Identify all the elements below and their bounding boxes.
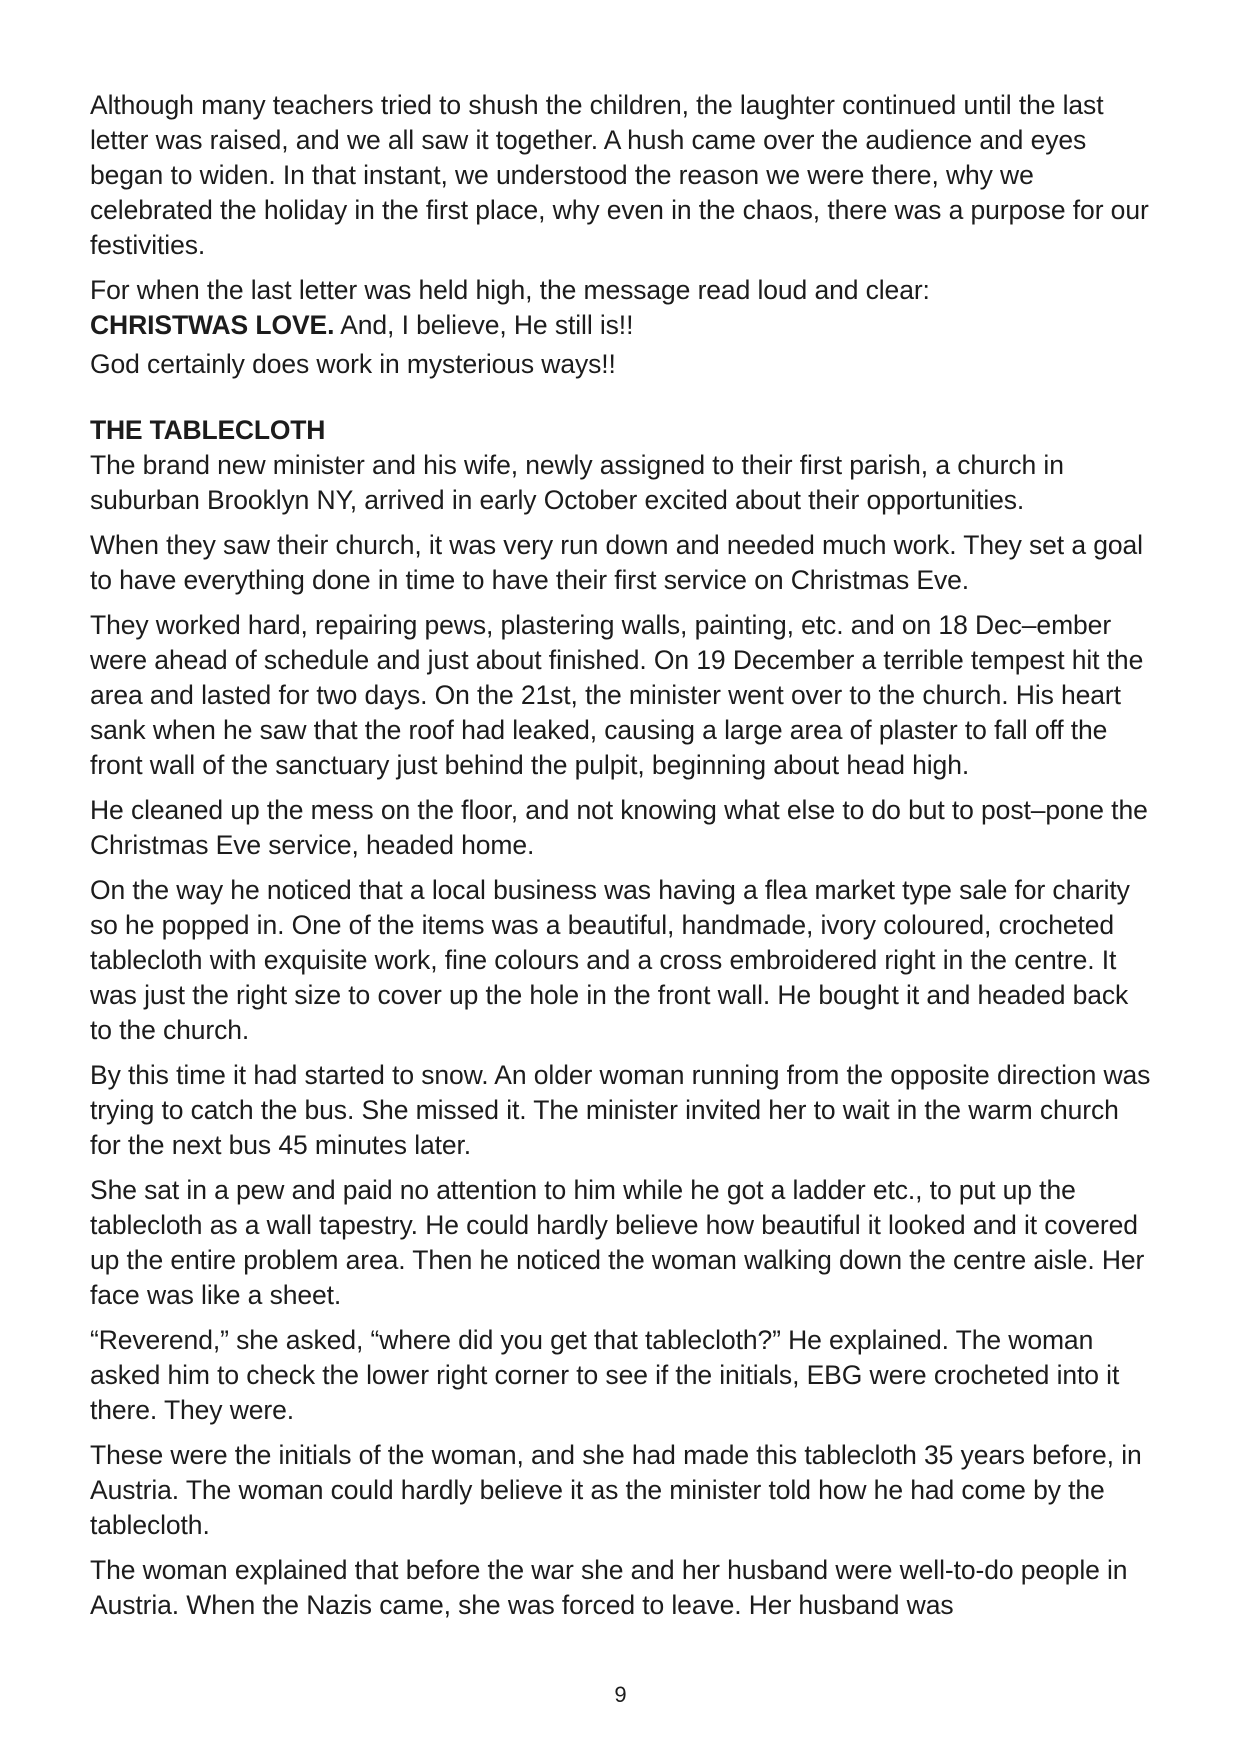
story-paragraph-1: The brand new minister and his wife, newly assigned to their first parish, a church in suburban Brooklyn NY, arrived in early October excited about their opportunities. — [90, 450, 1064, 515]
section-heading: THE TABLECLOTH — [90, 415, 326, 445]
story-paragraph-9: These were the initials of the woman, and she had made this tablecloth 35 years before, in Austria. The woman could hardly believe it as the minister told how he had come by the tablecloth. — [90, 1440, 1142, 1540]
story-paragraph-6: By this time it had started to snow. An older woman running from the opposite direction was trying to catch the bus. She missed it. The minister invited her to wait in the warm church for the next bus 45 minutes later. — [90, 1060, 1151, 1160]
intro-paragraph-3: God certainly does work in mysterious ways!! — [90, 349, 616, 379]
intro-paragraph-1: Although many teachers tried to shush the children, the laughter continued until the last letter was raised, and we all saw it together. A hush came over the audience and eyes began to widen. In that instant, we understood the reason we were there, why we celebrated the holiday in the first place, why even in the chaos, there was a purpose for our festivities. — [90, 90, 1149, 260]
story-paragraph-4: He cleaned up the mess on the floor, and not knowing what else to do but to post–pone the Christmas Eve service, headed home. — [90, 795, 1148, 860]
intro-paragraph-2 — [90, 273, 1152, 343]
intro-paragraph-2-line: For when the last letter was held high, the message read loud and clear: — [90, 275, 930, 305]
page-content — [90, 88, 1152, 1633]
story-paragraph-5: On the way he noticed that a local business was having a flea market type sale for charity so he popped in. One of the items was a beautiful, handmade, ivory coloured, crocheted tablecloth with exquisite work, fine colours and a cross embroidered right in the centre. It was just the right size to cover up the hole in the front wall. He bought it and headed back to the church. — [90, 875, 1130, 1045]
story-paragraph-10: The woman explained that before the war she and her husband were well-to-do people in Austria. When the Nazis came, she was forced to leave. Her husband was — [90, 1555, 1128, 1620]
story-paragraph-7: She sat in a pew and paid no attention to him while he got a ladder etc., to put up the tablecloth as a wall tapestry. He could hardly believe how beautiful it looked and it covered up the entire problem area. Then he noticed the woman walking down the centre aisle. Her face was like a sheet. — [90, 1175, 1145, 1310]
story-paragraph-2: When they saw their church, it was very run down and needed much work. They set a goal to have everything done in time to have their first service on Christmas Eve. — [90, 530, 1143, 595]
page-number: 9 — [614, 1682, 627, 1707]
intro-paragraph-2-rest: And, I believe, He still is!! — [334, 310, 634, 340]
intro-bold-message: CHRISTWAS LOVE. — [90, 310, 335, 340]
story-paragraph-8: “Reverend,” she asked, “where did you get that tablecloth?” He explained. The woman asked him to check the lower right corner to see if the initials, EBG were crocheted into it there. They were. — [90, 1325, 1120, 1425]
story-paragraph-3: They worked hard, repairing pews, plastering walls, painting, etc. and on 18 Dec–ember were ahead of schedule and just about finished. On 19 December a terrible tempest hit the area and lasted for two days. On the 21st, the minister went over to the church. His heart sank when he saw that the roof had leaked, causing a large area of plaster to fall off the front wall of the sanctuary just behind the pulpit, beginning about head high. — [90, 610, 1144, 780]
